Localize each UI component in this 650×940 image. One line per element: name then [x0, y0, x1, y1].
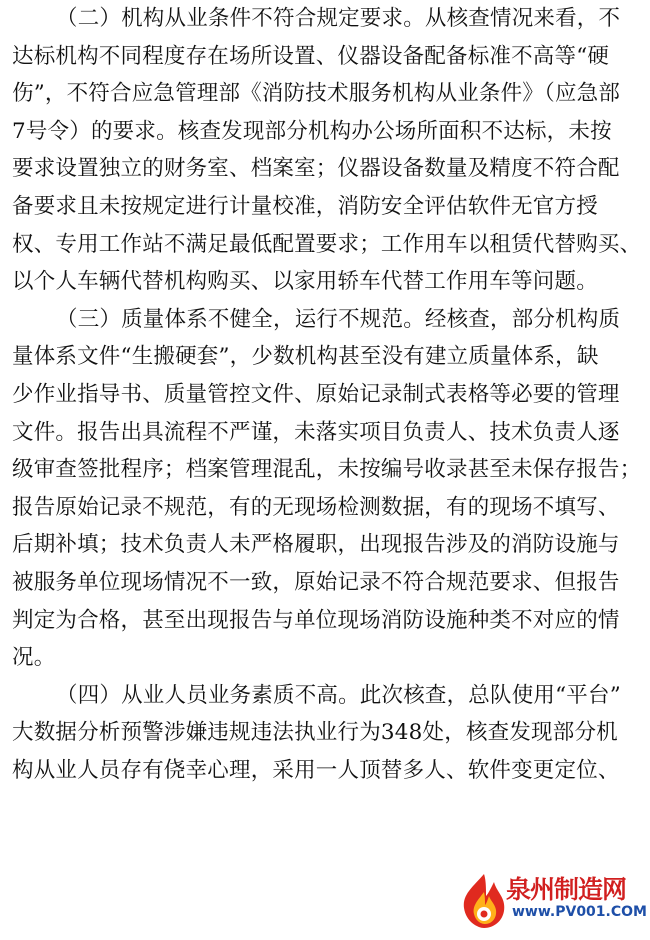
text-line: 权、专用工作站不满足最低配置要求；工作用车以租赁代替购买、 [12, 231, 642, 257]
text-line: 达标机构不同程度存在场所设置、仪器设备配备标准不高等“硬 [12, 43, 610, 69]
text-line: 构从业人员存有侥幸心理，采用一人顶替多人、软件变更定位、 [12, 757, 620, 783]
text-line: 少作业指导书、质量管控文件、原始记录制式表格等必要的管理 [12, 381, 620, 407]
text-line: 报告原始记录不规范，有的无现场检测数据，有的现场不填写、 [12, 494, 620, 520]
text-line: 要求设置独立的财务室、档案室；仪器设备数量及精度不符合配 [12, 156, 620, 182]
text-line: 备要求且未按规定进行计量校准，消防安全评估软件无官方授 [12, 193, 598, 219]
text-line: （三）质量体系不健全，运行不规范。经核查，部分机构质 [56, 306, 621, 332]
watermark-site-url: www.PV001.COM [512, 904, 647, 920]
watermark [456, 870, 647, 932]
text-line: 被服务单位现场情况不一致，原始记录不符合规范要求、但报告 [12, 569, 620, 595]
document-body [12, 0, 642, 789]
flame-logo-icon [456, 872, 512, 930]
text-line: （二）机构从业条件不符合规定要求。从核查情况来看，不 [56, 6, 621, 31]
text-line: 文件。报告出具流程不严谨，未落实项目负责人、技术负责人逐 [12, 419, 620, 445]
text-line: 大数据分析预警涉嫌违规违法执业行为348处，核查发现部分机 [12, 720, 618, 746]
text-line: 后期补填；技术负责人未严格履职，出现报告涉及的消防设施与 [12, 532, 620, 558]
text-line: 级审查签批程序；档案管理混乱，未按编号收录甚至未保存报告； [12, 457, 642, 483]
paragraph-section-4 [12, 677, 638, 790]
watermark-site-name: 泉州制造网 [506, 875, 627, 904]
text-line: 量体系文件“生搬硬套”，少数机构甚至没有建立质量体系，缺 [12, 344, 599, 370]
paragraph-section-2 [12, 0, 642, 301]
text-line: 伤”，不符合应急管理部《消防技术服务机构从业条件》（应急部 [12, 81, 621, 107]
text-line: 判定为合格，甚至出现报告与单位现场消防设施种类不对应的情 [12, 607, 620, 633]
text-line: 以个人车辆代替机构购买、以家用轿车代替工作用车等问题。 [12, 269, 598, 295]
text-line: 7号令）的要求。核查发现部分机构办公场所面积不达标，未按 [12, 118, 612, 144]
text-line: （四）从业人员业务素质不高。此次核查，总队使用“平台” [56, 682, 621, 708]
paragraph-section-3 [12, 301, 642, 677]
text-line: 况。 [12, 645, 56, 671]
